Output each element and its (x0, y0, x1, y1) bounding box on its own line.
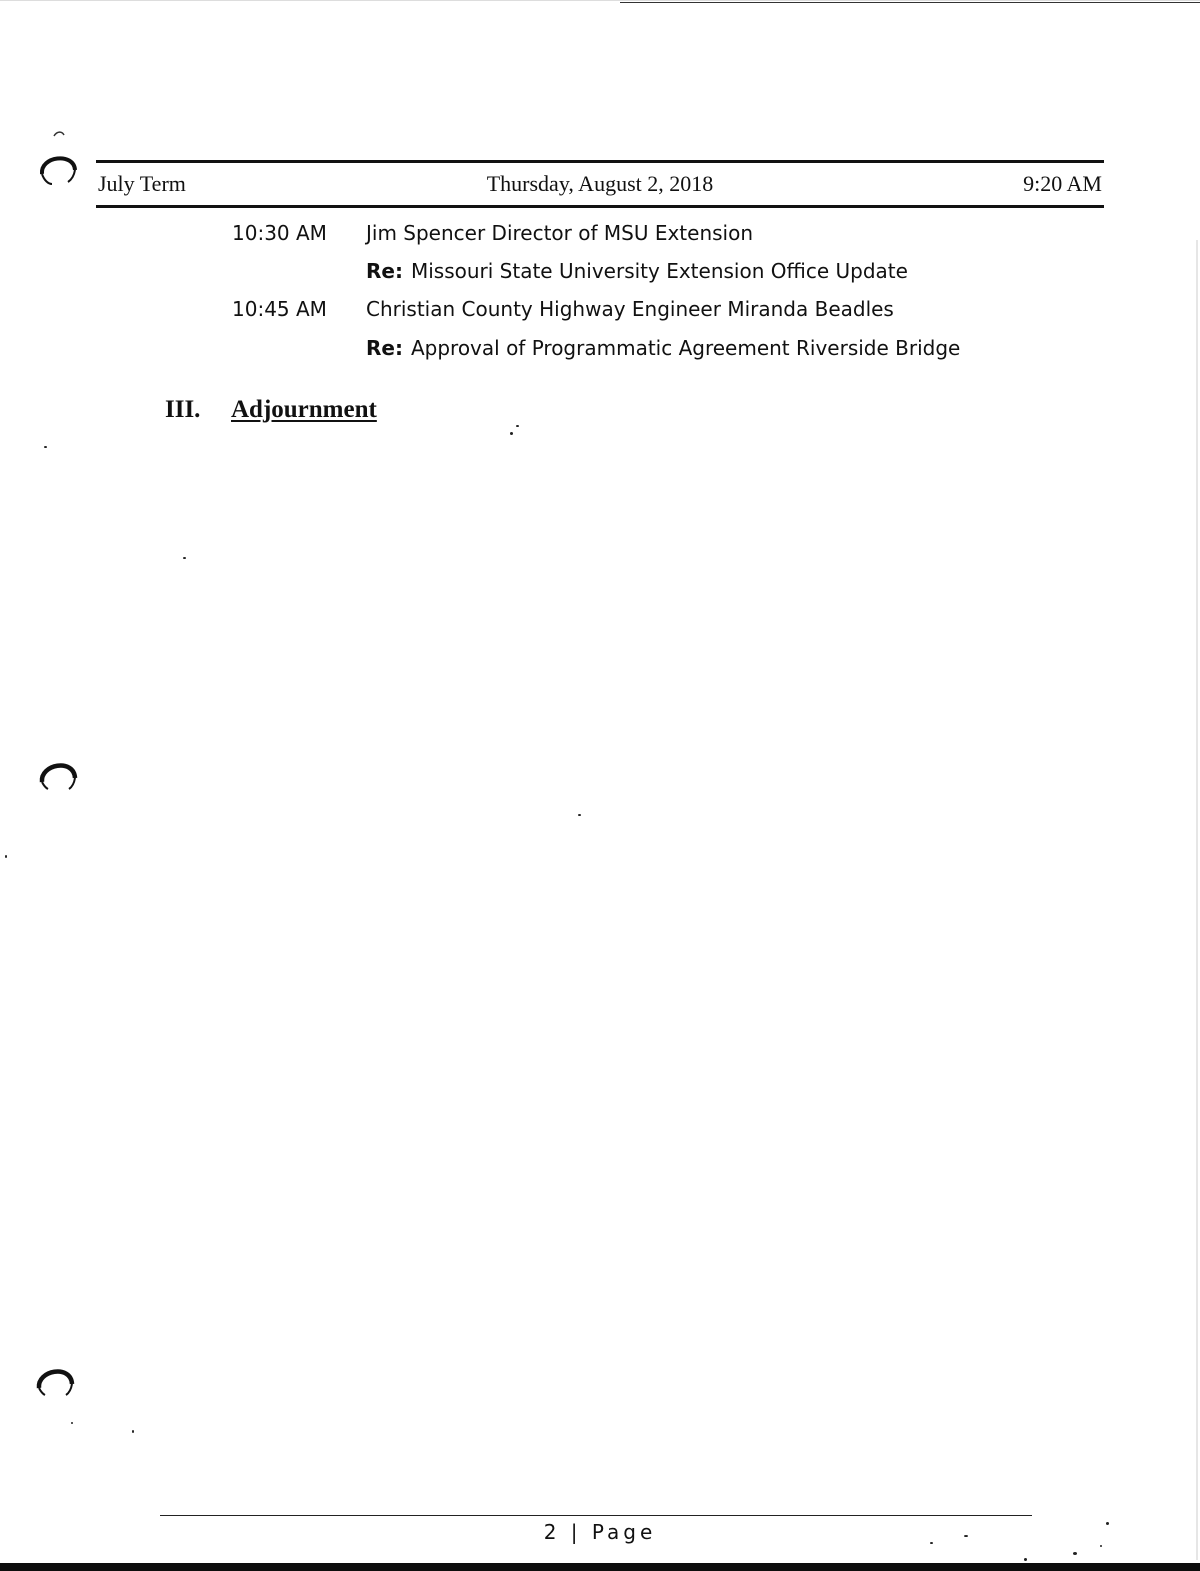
scan-top-edge-faint (0, 0, 1200, 1)
re-text: Approval of Programmatic Agreement Riverside Bridge (410, 336, 961, 360)
footer-rule (160, 1515, 1032, 1516)
scan-bottom-edge (0, 1563, 1200, 1571)
meeting-start-time: 9:20 AM (1023, 171, 1102, 196)
scan-right-edge (1196, 240, 1198, 1560)
re-label: Re: (366, 336, 403, 360)
hole-punch-mark-icon (52, 130, 66, 140)
scan-speck (132, 1430, 134, 1433)
re-label: Re: (366, 259, 403, 283)
term-label: July Term (98, 171, 186, 196)
re-text: Missouri State University Extension Office Update (410, 259, 908, 283)
hole-punch-icon (38, 752, 78, 792)
scan-speck (71, 1422, 73, 1424)
scan-speck (183, 557, 186, 559)
hole-punch-icon (35, 1358, 75, 1398)
scan-speck (1100, 1545, 1102, 1547)
agenda-time: 10:45 AM (232, 297, 327, 321)
agenda-re-line (366, 259, 908, 283)
scan-speck (1024, 1558, 1027, 1561)
scan-speck (1073, 1552, 1077, 1555)
agenda-item-text: Jim Spencer Director of MSU Extension (366, 221, 754, 245)
scan-speck (510, 432, 513, 435)
scan-speck (5, 855, 7, 858)
section-title: Adjournment (231, 396, 377, 423)
scan-speck (578, 814, 581, 816)
header-rule-top (96, 160, 1104, 163)
section-number: III. (165, 396, 201, 423)
scan-speck (516, 425, 519, 427)
agenda-time: 10:30 AM (232, 221, 327, 245)
page-number: 2 | Page (543, 1520, 657, 1544)
agenda-re-line (366, 336, 960, 360)
agenda-item-text: Christian County Highway Engineer Miranda Beadles (366, 297, 894, 321)
meeting-date: Thursday, August 2, 2018 (486, 171, 714, 196)
scan-top-edge (620, 2, 1200, 3)
header-rule-bottom (96, 205, 1104, 208)
scan-speck (44, 446, 47, 448)
